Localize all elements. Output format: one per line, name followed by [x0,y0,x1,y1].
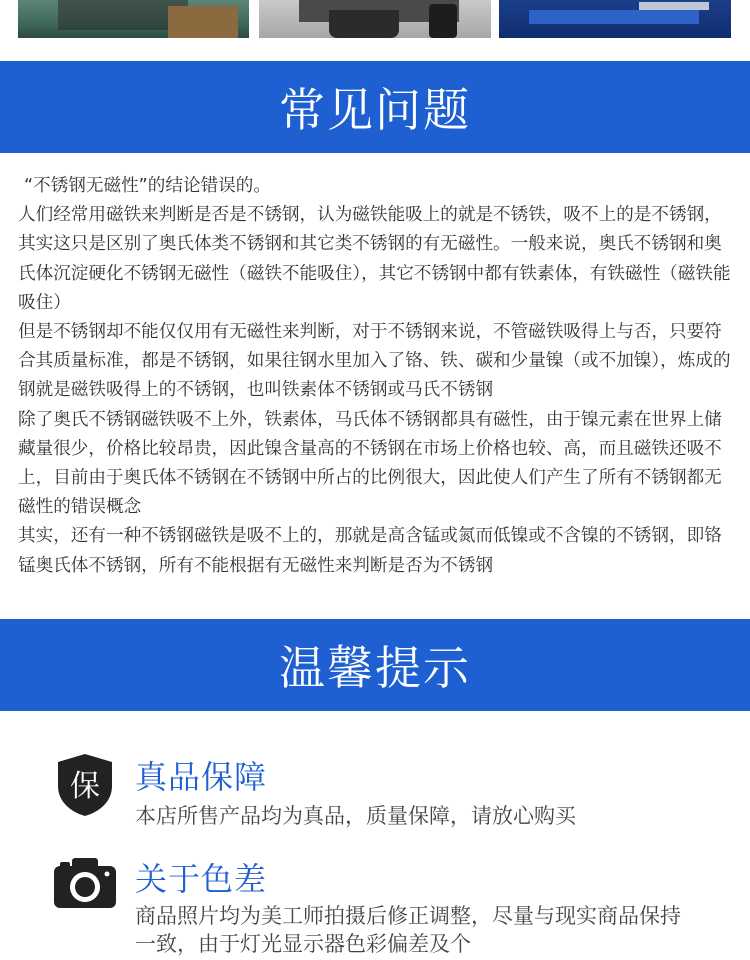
faq-paragraph: 除了奥氏不锈钢磁铁吸不上外，铁素体，马氏体不锈钢都具有磁性，由于镍元素在世界上储藏量很少，价格比较昂贵，因此镍含量高的不锈钢在市场上价格也较、高，而且磁铁还吸不上，目前由于奥氏体不锈钢在不锈钢中所占的比例很大，因此使人们产生了所有不锈钢都无磁性的错误概念 [18,409,722,518]
faq-paragraph: 其实，还有一种不锈钢磁铁是吸不上的，那就是高含锰或氮而低镍或不含镍的不锈钢，即铬锰奥氏体不锈钢，所有不能根据有无磁性来判断是否为不锈钢 [18,526,722,576]
camera-icon [52,852,118,918]
faq-banner [0,61,750,153]
faq-title: 常见问题 [279,83,471,137]
product-photo-2 [259,0,491,38]
product-photo-strip [0,0,750,40]
product-photo-1 [18,0,249,38]
tip-title: 真品保障 [135,758,268,796]
faq-paragraph: 但是不锈钢却不能仅仅用有无磁性来判断，对于不锈钢来说，不管磁铁吸得上与否，只要符合其质量标准，都是不锈钢，如果往钢水里加入了铬、铁、碳和少量镍（或不加镍），炼成的钢就是磁铁吸得上的不锈钢，也叫铁素体不锈钢或马氏不锈钢 [18,322,731,401]
shield-icon-char: 保 [70,769,100,804]
faq-article [18,172,732,581]
tips-title: 温馨提示 [279,641,471,695]
tip-title: 关于色差 [135,860,268,898]
faq-paragraph: “不锈钢无磁性”的结论错误的。 [24,176,271,196]
tip-text: 本店所售产品均为真品，质量保障，请放心购买 [135,804,576,828]
shield-icon [52,752,118,818]
tips-banner [0,619,750,711]
faq-paragraph: 人们经常用磁铁来判断是否是不锈钢，认为磁铁能吸上的就是不锈铁，吸不上的是不锈钢，其实这只是区别了奥氏体类不锈钢和其它类不锈钢的有无磁性。一般来说，奥氏不锈钢和奥氏体沉淀硬化不锈钢无磁性（磁铁不能吸住），其它不锈钢中都有铁素体，有铁磁性（磁铁能吸住） [18,205,731,313]
product-photo-3 [499,0,731,38]
tip-text: 商品照片均为美工师拍摄后修正调整，尽量与现实商品保持一致，由于灯光显示器色彩偏差及个 [135,904,681,956]
